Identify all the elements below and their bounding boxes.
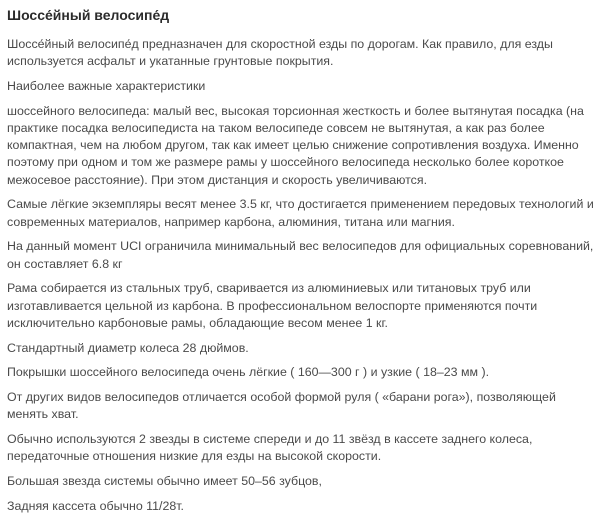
article-title: Шоссе́йный велосипе́д	[7, 7, 170, 23]
paragraph-gearing: Обычно используются 2 звезды в системе спереди и до 11 звёзд в кассете заднего колеса, передаточные отношения низкие для езды на высокой скорости.	[7, 432, 533, 464]
paragraph-characteristics-heading: Наиболее важные характеристики	[7, 79, 206, 93]
paragraph-uci-limit: На данный момент UCI ограничила минимальный вес велосипедов для официальных соревнований, он составляет 6.8 кг	[7, 239, 594, 271]
paragraph-tires: Покрышки шоссейного велосипеда очень лёгкие ( 160—300 г ) и узкие ( 18–23 мм ).	[7, 365, 490, 380]
paragraph-intro: Шоссе́йный велосипе́д предназначен для скоростной езды по дорогам. Как правило, для езды используется асфальт и укатанные грунтовые покрытия.	[7, 37, 553, 69]
article	[7, 6, 599, 523]
paragraph-weight: Самые лёгкие экземпляры весят менее 3.5 кг, что достигается применением передовых технологий и современных материалов, например карбона, алюминия, титана или магния.	[7, 197, 594, 229]
paragraph-cassette: Задняя кассета обычно 11/28т.	[7, 499, 184, 513]
paragraph-handlebar: От других видов велосипедов отличается особой формой руля ( «барани рога»), позволяющей менять хват.	[7, 390, 556, 422]
paragraph-frame: Рама собирается из стальных труб, сваривается из алюминиевых или титановых труб или изготавливается цельной из карбона. В профессиональном велоспорте применяются почти исключительно карбоновые рамы, обладающие весом менее 1 кг.	[7, 281, 538, 330]
paragraph-characteristics: шоссейного велосипеда: малый вес, высокая торсионная жесткость и более вытянутая посадка (на практике посадка велосипедиста на таком велосипеде совсем не вытянутая, а как раз более компактная, чем на любом другом, так как имеет целью снижение сопротивления воздуха. Именно поэтому при одном и том же размере рамы у шоссейного велосипеда несколько более короткое межосевое расстояние). При этом дистанция и скорость увеличиваются.	[7, 103, 584, 187]
paragraph-chainring: Большая звезда системы обычно имеет 50–56 зубцов,	[7, 474, 322, 489]
paragraph-wheel-diameter: Стандартный диаметр колеса 28 дюймов.	[7, 340, 249, 355]
